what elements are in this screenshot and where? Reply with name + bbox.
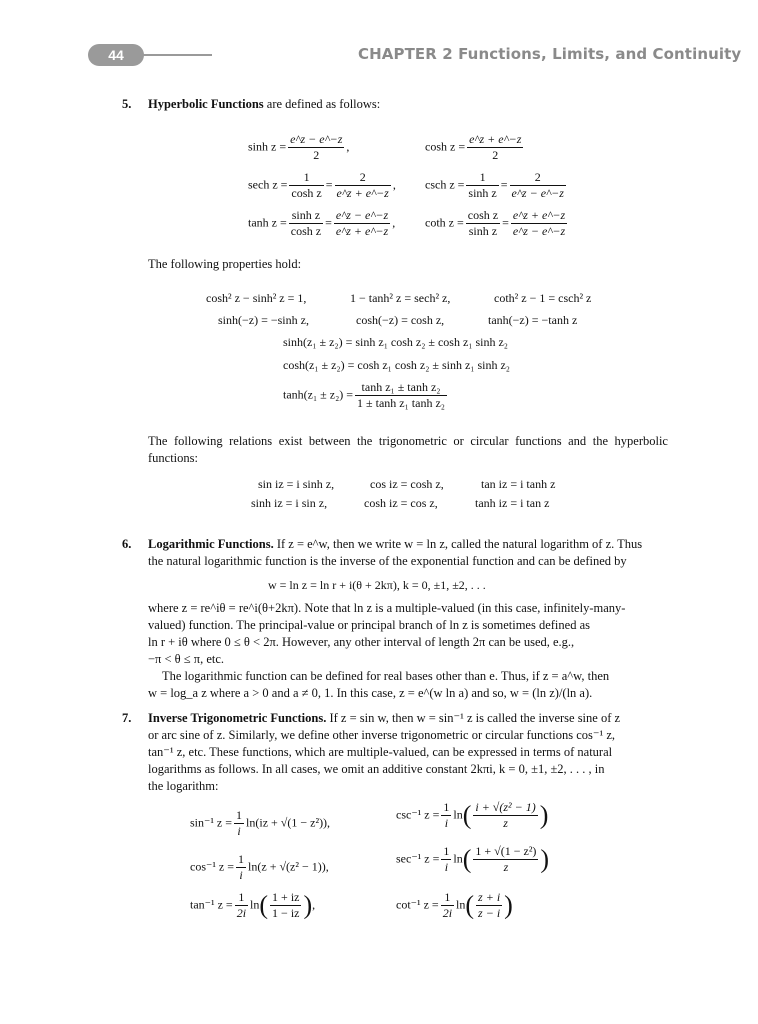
prop-4: sinh(−z) = −sinh z,: [218, 313, 309, 327]
section-6-line-4: valued) function. The principal-value or principal branch of ln z is sometimes defined as: [148, 618, 590, 632]
def-cosh: cosh z = $\frac{e\^{}z + e\^{}-z}{2}$: [425, 132, 522, 162]
log-equation: w = ln z = ln r + i(θ + 2kπ), k = 0, ±1, ±2, . . .: [268, 578, 486, 592]
section-5-number: 5.: [122, 97, 132, 111]
rel-6: tanh iz = i tan z: [475, 496, 550, 510]
relations-intro: The following relations exist between the trigonometric or circular functions and the hyperbolic functions:: [148, 434, 668, 465]
formula-arcsin: sin⁻¹ z = $\frac{1}{i}$ ln(iz + √(1 − z²)),: [190, 808, 331, 838]
section-6-number: 6.: [122, 537, 132, 551]
section-7-line-1: Inverse Trigonometric Functions. If z = sin w, then w = sin⁻¹ z is called the inverse sine of z: [148, 711, 621, 725]
section-7-line-5: the logarithm:: [148, 779, 219, 793]
def-csch: csch z = $\frac{1}{\text{sinh z}}$ = $\frac{2}{e\^{}z - e\^{}-z}$: [425, 170, 564, 200]
rel-4: sinh iz = i sin z,: [251, 496, 328, 510]
formula-arccos: cos⁻¹ z = $\frac{1}{i}$ ln(z + √(z² − 1)),: [190, 852, 329, 882]
formula-arccsc: csc⁻¹ z = $\frac{1}{i}$ ln( $\frac{\text{i + √(z² − 1)}}{z}$ ): [396, 800, 549, 830]
rel-5: cosh iz = cos z,: [364, 496, 438, 510]
section-5-heading: [148, 96, 380, 113]
section-6-line-6: −π < θ ≤ π, etc.: [148, 652, 225, 666]
properties-intro: The following properties hold:: [148, 257, 302, 271]
rel-3: tan iz = i tanh z: [481, 477, 556, 491]
rel-1: sin iz = i sinh z,: [258, 477, 335, 491]
prop-3: coth² z − 1 = csch² z: [494, 291, 592, 305]
prop-6: tanh(−z) = −tanh z: [488, 313, 578, 327]
section-6-title: Logarithmic Functions.: [148, 537, 274, 551]
section-6-line-3: where z = re^iθ = re^i(θ+2kπ). Note that ln z is a multiple-valued (in this case, infinitely-many-: [148, 601, 626, 615]
section-5-title: Hyperbolic Functions: [148, 97, 264, 111]
header-rule: [140, 54, 212, 56]
def-sinh: sinh z = $\frac{e\^{}z - e\^{}-z}{2}$ ,: [248, 132, 350, 162]
section-5-intro: are defined as follows:: [266, 97, 381, 111]
prop-8: cosh(z₁ ± z₂) = cosh z₁ cosh z₂ ± sinh z₁ sinh z₂: [283, 358, 510, 372]
formula-arccot: cot⁻¹ z = $\frac{1}{2i}$ ln( $\frac{z + i}{z - i}$ ): [396, 890, 513, 920]
section-6-line-7: The logarithmic function can be defined for real bases other than e. Thus, if z = a^w, then: [162, 669, 610, 683]
section-7-line-2: or arc sine of z. Similarly, we define other inverse trigonometric or circular functions cos⁻¹ z,: [148, 728, 616, 742]
prop-5: cosh(−z) = cosh z,: [356, 313, 445, 327]
section-6-line-2: the natural logarithmic function is the inverse of the exponential function and can be defined by: [148, 554, 627, 568]
formula-arcsec: sec⁻¹ z = $\frac{1}{i}$ ln( $\frac{\text{1 + √(1 − z²)}}{z}$ ): [396, 844, 550, 874]
prop-1: cosh² z − sinh² z = 1,: [206, 291, 307, 305]
page-number: 44: [108, 47, 124, 63]
section-7-line-4: logarithms as follows. In all cases, we omit an additive constant 2kπi, k = 0, ±1, ±2, . . . , in: [148, 762, 605, 776]
rel-2: cos iz = cosh z,: [370, 477, 444, 491]
def-coth: coth z = $\frac{\text{cosh z}}{\text{sinh z}}$ = $\frac{e\^{}z + e\^{}-z}{e\^{}z - e\^{}-z}$: [425, 208, 566, 238]
prop-7: sinh(z₁ ± z₂) = sinh z₁ cosh z₂ ± cosh z₁ sinh z₂: [283, 335, 508, 349]
def-sech: sech z = $\frac{1}{\text{cosh z}}$ = $\frac{2}{e\^{}z + e\^{}-z}$ ,: [248, 170, 396, 200]
section-7-number: 7.: [122, 711, 132, 725]
section-7-line-3: tan⁻¹ z, etc. These functions, which are multiple-valued, can be expressed in terms of natural: [148, 745, 613, 759]
chapter-title: CHAPTER 2 Functions, Limits, and Continuity: [358, 45, 742, 63]
def-tanh: tanh z = $\frac{\text{sinh z}}{\text{cosh z}}$ = $\frac{e\^{}z - e\^{}-z}{e\^{}z + e\^{}-z}$ ,: [248, 208, 396, 238]
formula-arctan: tan⁻¹ z = $\frac{1}{2i}$ ln( $\frac{1 + iz}{1 - iz}$ ),: [190, 890, 316, 920]
prop-9: tanh(z₁ ± z₂) = $\frac{\text{tanh z₁ ± tanh z₂}}{\text{1 ± tanh z₁ tanh z₂}}$: [283, 380, 445, 410]
section-7-title: Inverse Trigonometric Functions.: [148, 711, 327, 725]
section-6-line-8: w = log_a z where a > 0 and a ≠ 0, 1. In this case, z = e^(w ln a) and so, w = (ln z)/(ln a).: [148, 686, 593, 700]
section-6-line-5: ln r + iθ where 0 ≤ θ < 2π. However, any other interval of length 2π can be used, e.g.,: [148, 635, 575, 649]
section-6-line-1: Logarithmic Functions. If z = e^w, then we write w = ln z, called the natural logarithm of z. Thus: [148, 537, 643, 551]
prop-2: 1 − tanh² z = sech² z,: [350, 291, 451, 305]
